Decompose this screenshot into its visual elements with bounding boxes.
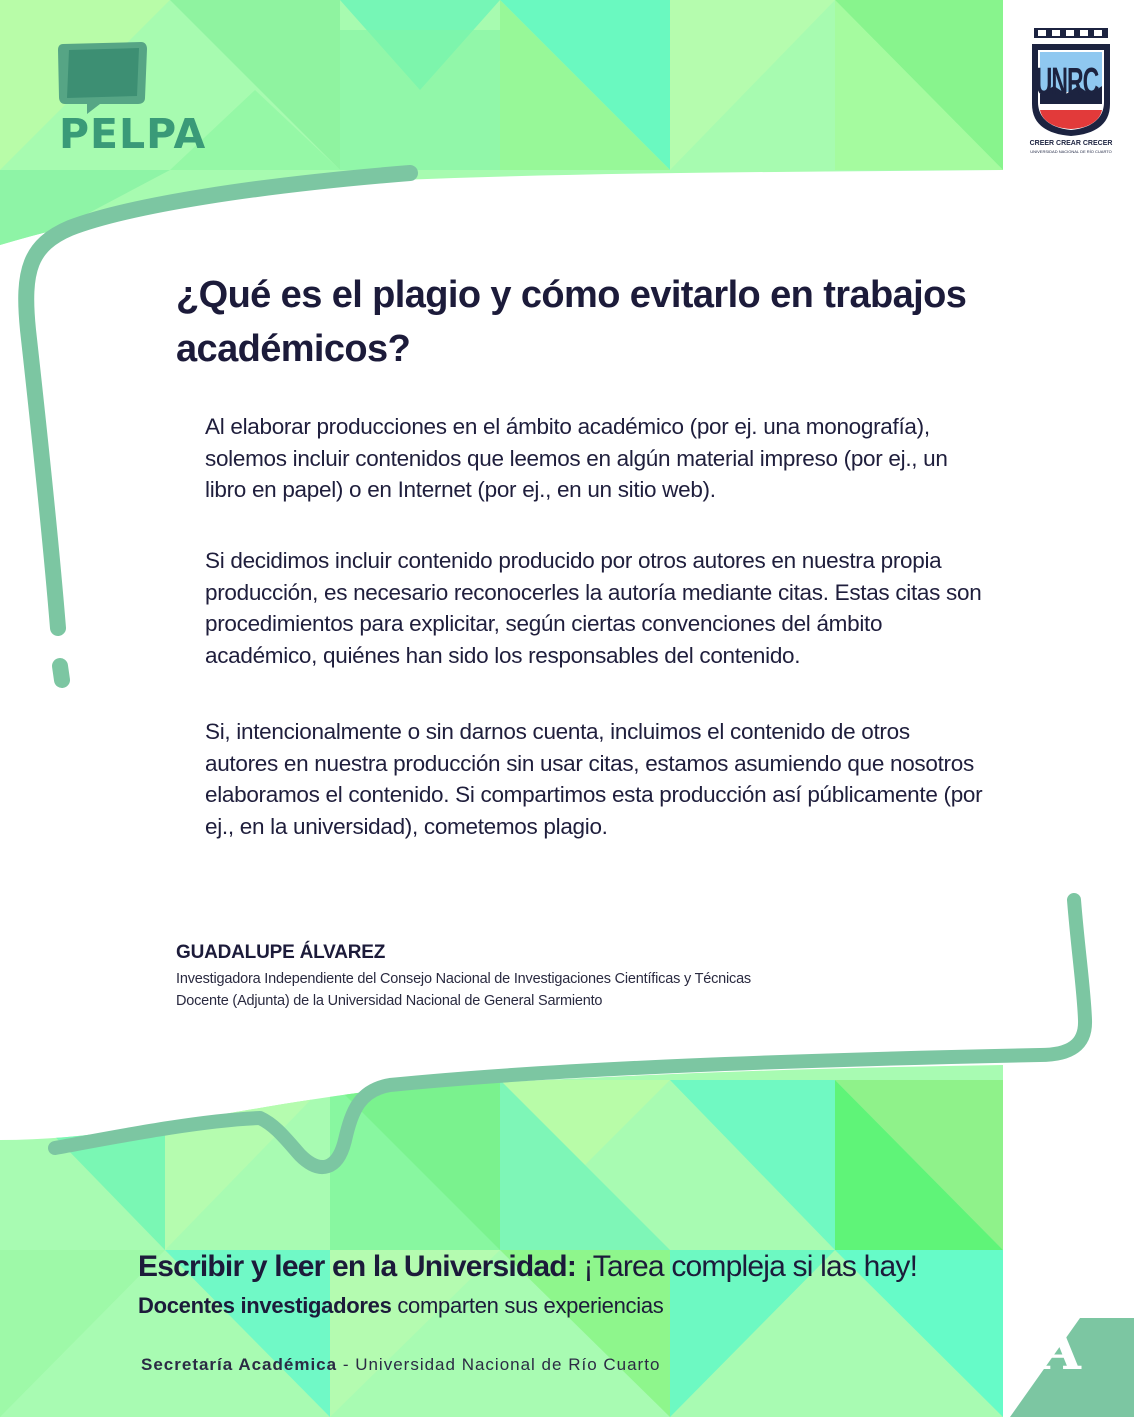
unrc-motto: CREER CREAR CRECER: [1029, 140, 1113, 147]
paragraph-2: Si decidimos incluir contenido producido por otros autores en nuestra propia producción, es necesario reconocerles la autoría mediante citas. Estas citas son procedimientos para explicitar, según ciertas convenciones del ámbito académico, quiénes han sido los responsables del contenido.: [205, 548, 982, 668]
paragraph-3: Si, intencionalmente o sin darnos cuenta, incluimos el contenido de otros autores en nuestra producción sin usar citas, estamos asumiendo que nosotros elaboramos el contenido. Si compartimos esta producción así públicamente (por ej., en la universidad), cometemos plagio.: [205, 719, 983, 839]
footer-sub-rest: comparten sus experiencias: [391, 1293, 664, 1318]
footer-institution: [141, 1355, 660, 1375]
pelpa-wordmark: PELPA: [59, 110, 207, 158]
footer-subtitle: [138, 1293, 663, 1319]
footer-inst-rest: - Universidad Nacional de Río Cuarto: [337, 1355, 661, 1374]
author-role-1: Investigadora Independiente del Consejo Nacional de Investigaciones Científicas y Técnicas: [176, 971, 751, 987]
footer-title-rest: ¡Tarea compleja si las hay!: [576, 1250, 918, 1283]
pelpa-logo: [55, 40, 215, 160]
footer-title: [138, 1250, 917, 1284]
paragraph-1: Al elaborar producciones en el ámbito académico (por ej. una monografía), solemos incluir contenidos que leemos en algún material impreso (por ej., un libro en papel) o en Internet (por ej., en un sitio web).: [205, 414, 948, 502]
unrc-logo: [1026, 24, 1116, 159]
unrc-wordmark: UNRC: [1035, 59, 1099, 104]
footer-inst-bold: Secretaría Académica: [141, 1355, 338, 1374]
author-role-2: Docente (Adjunta) de la Universidad Nacional de General Sarmiento: [176, 993, 603, 1009]
page-title: ¿Qué es el plagio y cómo evitarlo en trabajos académicos?: [176, 274, 967, 370]
footer-sub-bold: Docentes investigadores: [138, 1293, 392, 1318]
badge-letter-a: A: [1039, 1318, 1081, 1382]
speech-bubble-icon: [55, 40, 155, 118]
unrc-fullname: UNIVERSIDAD NACIONAL DE RÍO CUARTO: [1030, 149, 1112, 154]
author-name: GUADALUPE ÁLVAREZ: [176, 942, 386, 963]
footer-title-bold: Escribir y leer en la Universidad:: [138, 1250, 577, 1283]
